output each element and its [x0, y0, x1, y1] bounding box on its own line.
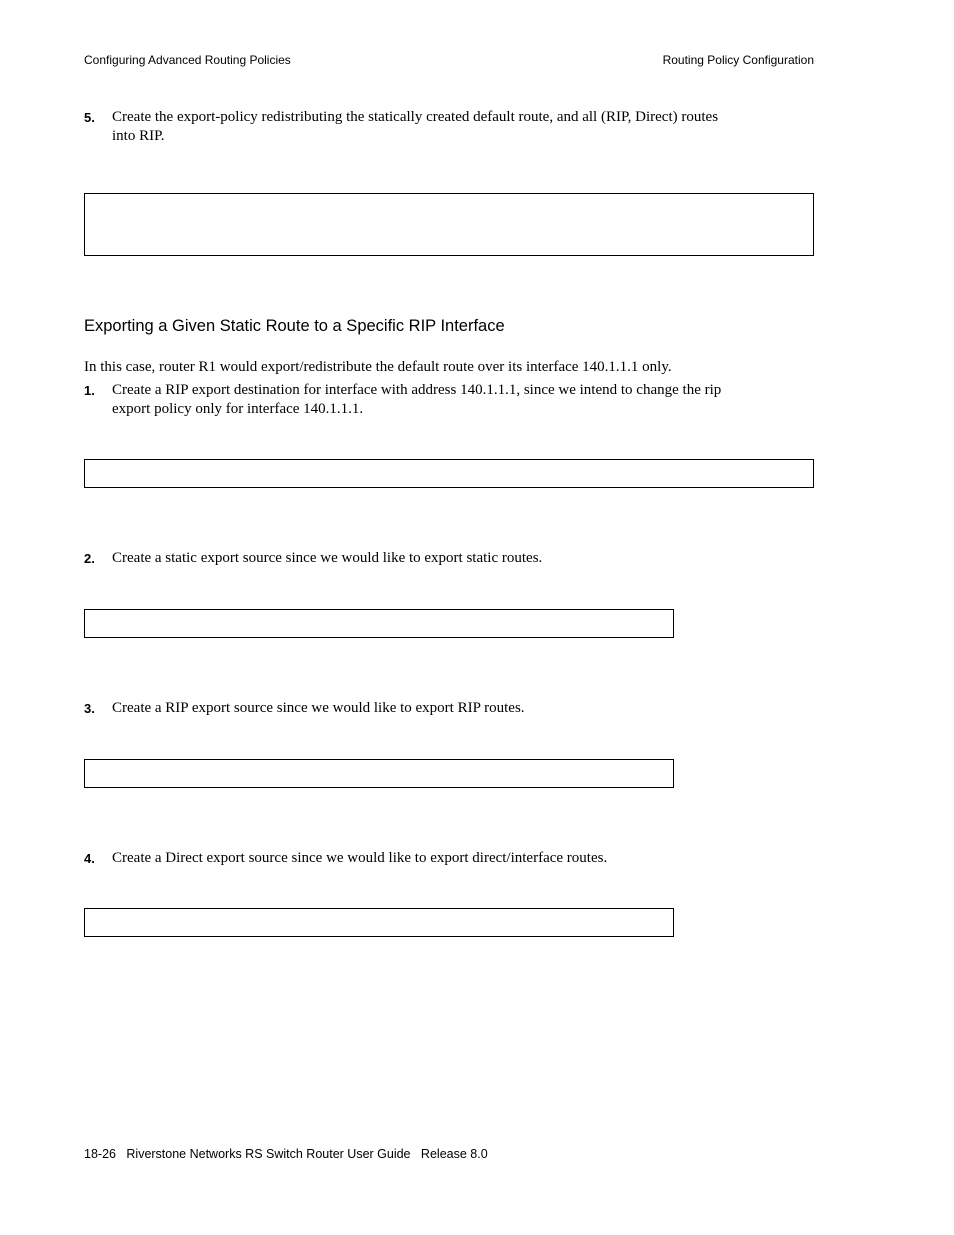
running-header-right: Routing Policy Configuration	[662, 53, 814, 67]
section-intro: In this case, router R1 would export/redistribute the default route over its interface 140.1.1.1 only.	[84, 359, 672, 375]
step-number: 1.	[84, 383, 95, 398]
step-text: Create a Direct export source since we would like to export direct/interface routes.	[112, 850, 608, 866]
running-header-left: Configuring Advanced Routing Policies	[84, 53, 291, 67]
step-number: 4.	[84, 851, 95, 866]
step-number: 2.	[84, 551, 95, 566]
step-text: Create a RIP export destination for interface with address 140.1.1.1, since we intend to change the rip export policy only for interface 140.1.1.1.	[112, 382, 722, 417]
code-box	[84, 193, 814, 256]
code-box	[84, 759, 674, 788]
code-box	[84, 908, 674, 937]
step-text: Create a RIP export source since we would like to export RIP routes.	[112, 700, 525, 716]
step-text: Create a static export source since we would like to export static routes.	[112, 550, 543, 566]
section-heading: Exporting a Given Static Route to a Specific RIP Interface	[84, 317, 505, 335]
step-number: 3.	[84, 701, 95, 716]
code-box	[84, 609, 674, 638]
code-box	[84, 459, 814, 488]
step-text: Create the export-policy redistributing the statically created default route, and all (RIP, Direct) routes into RIP.	[112, 109, 719, 144]
page-footer: 18-26 Riverstone Networks RS Switch Router User Guide Release 8.0	[84, 1147, 488, 1161]
step-number: 5.	[84, 110, 95, 125]
